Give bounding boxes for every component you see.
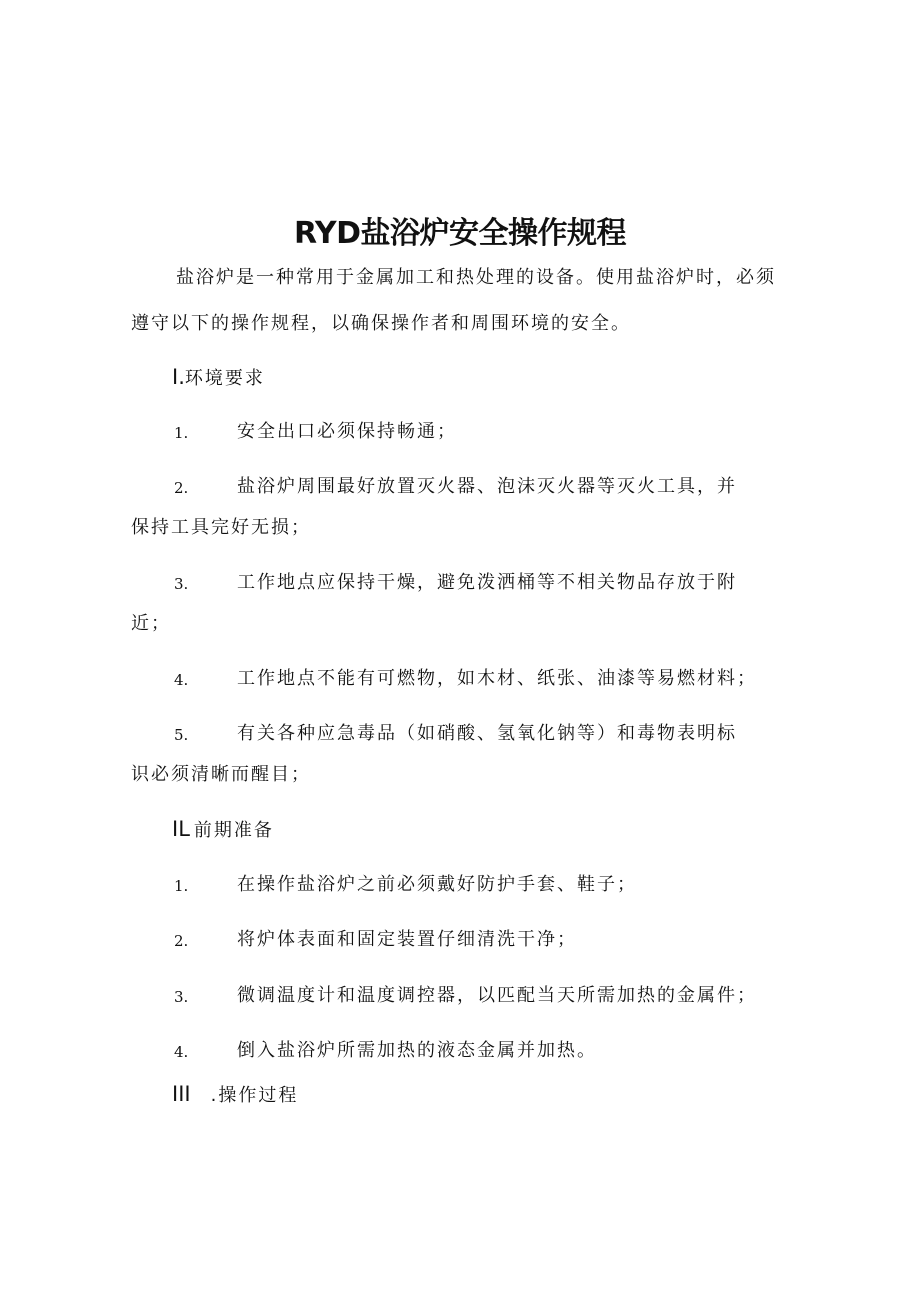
list-item-number: 1. [174, 877, 189, 895]
list-item-number: 4. [174, 671, 189, 689]
list-item-line: 倒入盐浴炉所需加热的液态金属并加热。 [237, 1040, 597, 1061]
intro-line-1: 盐浴炉是一种常用于金属加工和热处理的设备。使用盐浴炉时，必须 [176, 267, 776, 288]
section-heading-3 [172, 1082, 298, 1108]
section-label: .操作过程 [210, 1085, 299, 1106]
list-item-number: 3. [174, 575, 189, 593]
list-item-number: 3. [174, 988, 189, 1006]
list-item-line: 近； [131, 613, 171, 634]
section-heading-1 [172, 365, 265, 391]
section-heading-2 [172, 817, 274, 843]
list-item-line: 微调温度计和温度调控器，以匹配当天所需加热的金属件； [237, 985, 757, 1006]
list-item-line: 将炉体表面和固定装置仔细清洗干净； [237, 929, 577, 950]
section-mark: I. [172, 365, 185, 389]
list-item-line: 工作地点应保持干燥，避免泼洒桶等不相关物品存放于附 [237, 572, 737, 593]
list-item-number: 2. [174, 932, 189, 950]
list-item-number: 1. [174, 424, 189, 442]
list-item-line: 保持工具完好无损； [131, 517, 311, 538]
list-item-number: 4. [174, 1043, 189, 1061]
list-item-line: 盐浴炉周围最好放置灭火器、泡沫灭火器等灭火工具，并 [237, 476, 737, 497]
document-title: RYD盐浴炉安全操作规程 [293, 216, 627, 251]
section-mark: III [172, 1082, 191, 1106]
list-item-line: 在操作盐浴炉之前必须戴好防护手套、鞋子； [237, 874, 637, 895]
list-item-line: 有关各种应急毒品（如硝酸、氢氧化钠等）和毒物表明标 [237, 723, 737, 744]
section-mark: IL [172, 817, 190, 841]
list-item-line: 安全出口必须保持畅通； [237, 421, 457, 442]
section-label: 前期准备 [193, 820, 274, 841]
list-item-line: 工作地点不能有可燃物，如木材、纸张、油漆等易燃材料； [237, 668, 757, 689]
list-item-number: 5. [174, 726, 189, 744]
list-item-line: 识必须清晰而醒目； [131, 764, 311, 785]
intro-line-2: 遵守以下的操作规程，以确保操作者和周围环境的安全。 [131, 313, 631, 334]
section-label: 环境要求 [184, 368, 265, 389]
list-item-number: 2. [174, 479, 189, 497]
